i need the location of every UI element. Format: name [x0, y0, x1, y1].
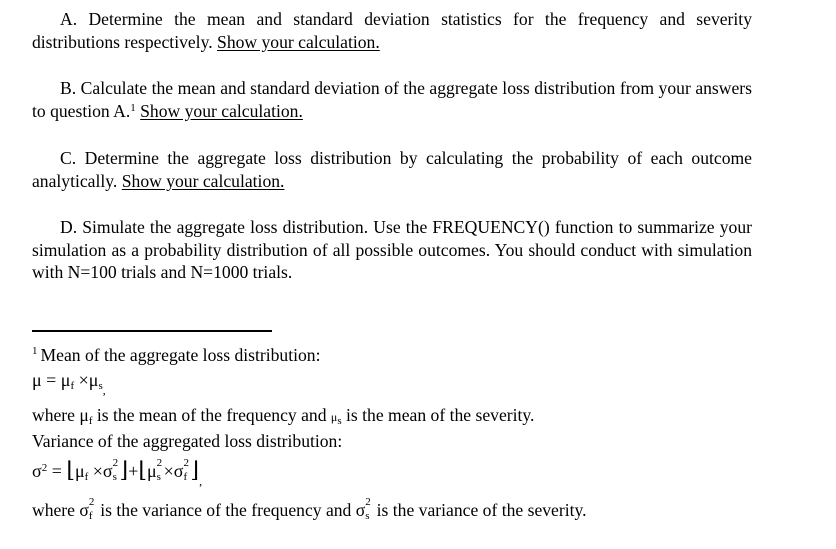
mean-formula: $\mu = \mu_f \times\mu_{s,}$ — [32, 370, 106, 397]
variance-formula: $\sigma^2$ = $⌊\mu_f \times\sigma$ 2 s ⌋+⌊μ 2 s ×σ 2 f $⌋_,$ — [32, 457, 203, 488]
question-b-show-calculation: Show your calculation. — [140, 100, 303, 121]
question-c-text: C. Determine the aggregate loss distribution by calculating the probability of each outcome analytically. — [32, 148, 752, 191]
footnote-mean-heading: $^1$ Mean of the aggregate loss distribution: — [32, 345, 321, 365]
mean-where-text: where $\mu_f$ is the mean of the frequency and $\mu_s$ is the mean of the severity. — [32, 405, 535, 427]
footnote-marker: 1 — [32, 345, 38, 357]
question-c — [32, 147, 752, 192]
question-a-show-calculation: Show your calculation. — [217, 31, 380, 52]
variance-where-text: where σ 2 f is the variance of the frequency and σ 2 s is the variance of the severity. — [32, 496, 587, 522]
question-a-text: A. Determine the mean and standard deviation statistics for the frequency and severity distributions respectively. — [32, 9, 752, 52]
question-b — [32, 77, 752, 122]
footnote-separator — [32, 330, 272, 332]
question-d — [32, 216, 752, 284]
footnote-variance-heading: Variance of the aggregated loss distribution: — [32, 431, 343, 451]
question-d-text: D. Simulate the aggregate loss distribution. Use the FREQUENCY() function to summarize your simulation as a probability distribution of all possible outcomes. You should conduct with simulation with N=100 trials and N=1000 trials. — [32, 217, 752, 282]
question-a — [32, 8, 752, 53]
question-b-text: B. Calculate the mean and standard deviation of the aggregate loss distribution from your answers to question A. — [32, 78, 752, 121]
footnote-reference: 1 — [130, 101, 136, 114]
question-c-show-calculation: Show your calculation. — [121, 170, 285, 191]
